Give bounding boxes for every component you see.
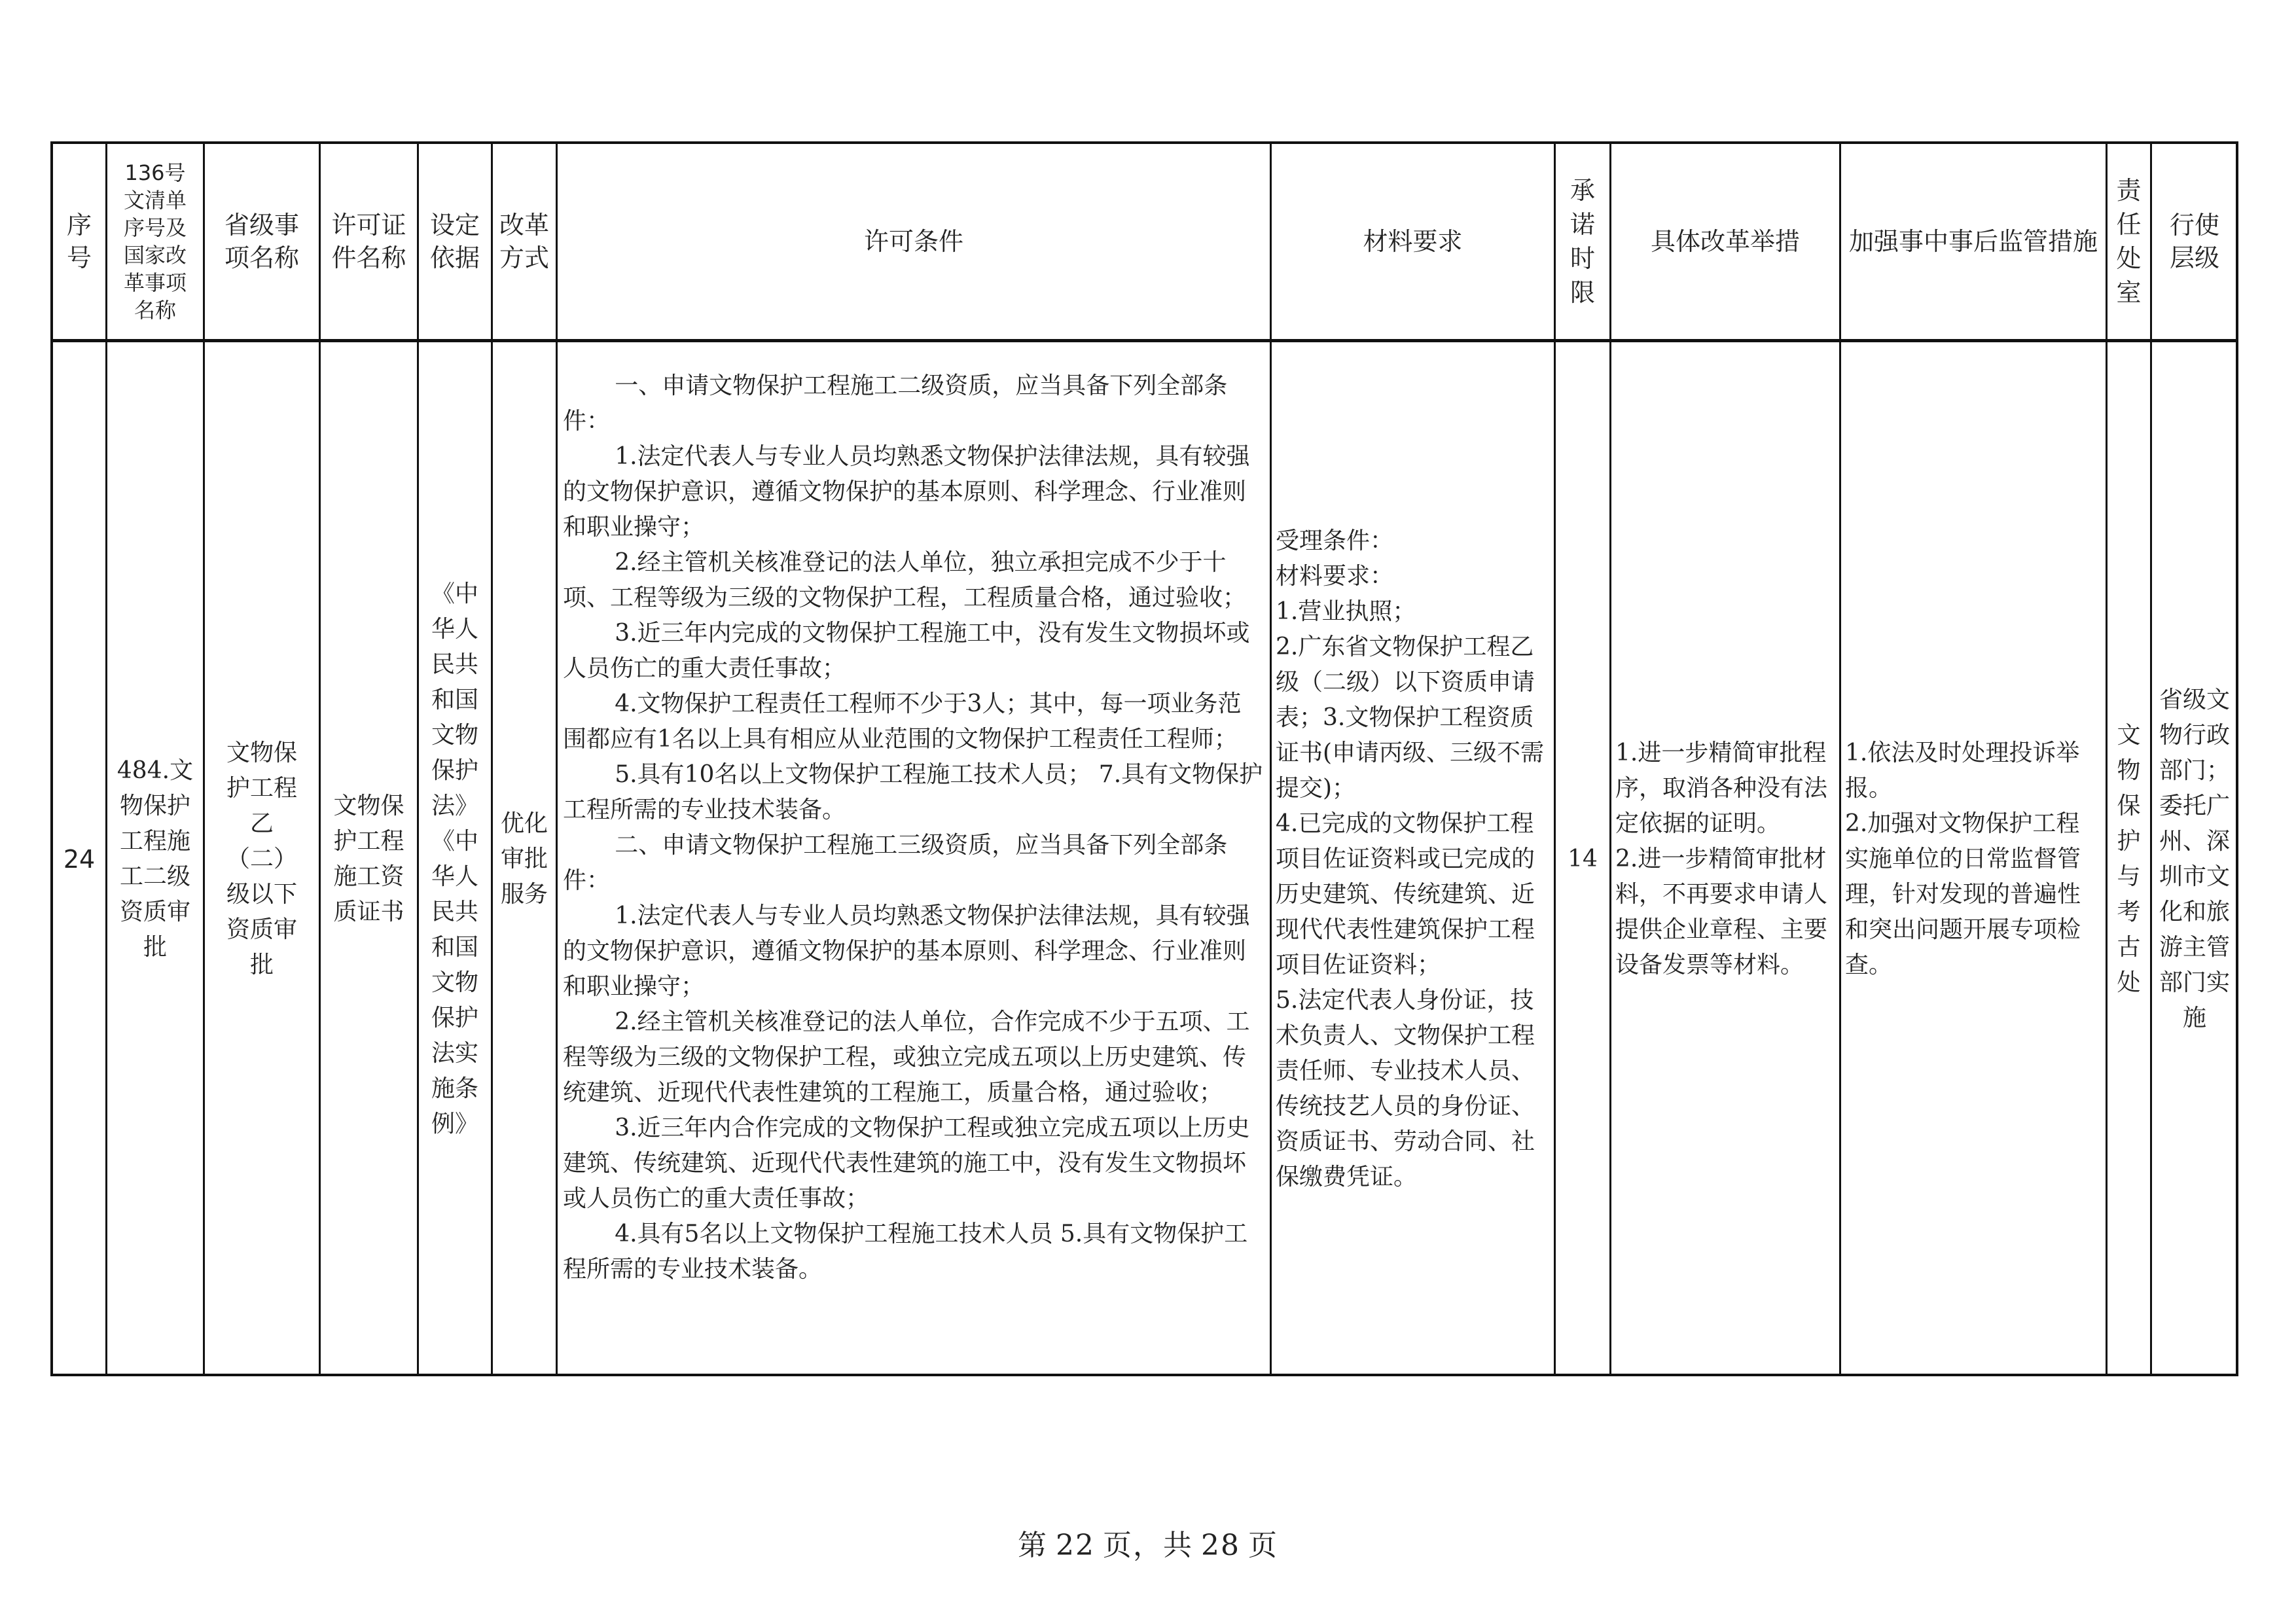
header-materials: 材料要求 — [1363, 227, 1463, 256]
condition-paragraph: 1.法定代表人与专业人员均熟悉文物保护法律法规，具有较强的文物保护意识，遵循文物保护的基本原则、科学理念、行业准则和职业操守； — [563, 902, 1250, 1000]
page-suffix: 页 — [1248, 1529, 1278, 1562]
header-province-item: 省级事项名称 — [224, 211, 300, 272]
material-line: 受理条件： — [1276, 527, 1394, 554]
condition-paragraph: 5.具有10名以上文物保护工程施工技术人员； 7.具有文物保护工程所需的专业技术装备。 — [563, 761, 1263, 823]
condition-paragraph: 2.经主管机关核准登记的法人单位，独立承担完成不少于十项、工程等级为三级的文物保护工程，工程质量合格，通过验收； — [563, 549, 1247, 611]
material-line: 2.广东省文物保护工程乙级（二级）以下资质申请表；3.文物保护工程资质证书(申请丙级、三级不需提交)； — [1276, 633, 1545, 802]
cell-basis: 《中华人民共和国文物保护法》《中华人民共和国文物保护法实施条例》 — [431, 580, 478, 1137]
cell-doc136: 484.文物保护工程施工二级资质审批 — [117, 757, 194, 961]
header-level: 行使层级 — [2169, 211, 2219, 272]
condition-paragraph: 4.具有5名以上文物保护工程施工技术人员 5.具有文物保护工程所需的专业技术装备。 — [563, 1221, 1248, 1283]
header-dept: 责任处室 — [2116, 176, 2142, 307]
cell-conditions — [558, 342, 1270, 1376]
page-prefix: 第 — [1018, 1529, 1048, 1562]
condition-paragraph: 4.文物保护工程责任工程师不少于3人；其中，每一项业务范围都应有1名以上具有相应从业范围的文物保护工程责任工程师； — [563, 690, 1242, 753]
page-number — [0, 1522, 2296, 1563]
cell-supervision — [1841, 342, 2106, 1376]
total-pages: 28 — [1201, 1529, 1240, 1562]
header-time-limit: 承诺时限 — [1570, 176, 1595, 307]
material-line: 4.已完成的文物保护工程项目佐证资料或已完成的历史建筑、传统建筑、近现代代表性建筑保护工程项目佐证资料； — [1276, 810, 1535, 978]
measure-item: 2.进一步精简审批材料，不再要求申请人提供企业章程、主要设备发票等材料。 — [1615, 846, 1828, 978]
page-mid: 页，共 — [1103, 1529, 1193, 1562]
material-line: 5.法定代表人身份证，技术负责人、文物保护工程责任师、专业技术人员、传统技艺人员的身份证、资质证书、劳动合同、社保缴费凭证。 — [1276, 987, 1535, 1190]
cell-reform-mode: 优化审批服务 — [500, 810, 548, 908]
header-measures: 具体改革举措 — [1650, 227, 1800, 256]
cell-dept: 文物保护与考古处 — [2117, 722, 2141, 996]
cell-province-item: 文物保护工程乙（二）级以下资质审批 — [226, 740, 297, 978]
header-supervision: 加强事中事后监管措施 — [1848, 227, 2098, 256]
cell-time-limit: 14 — [1568, 846, 1598, 872]
cell-measures — [1611, 342, 1839, 1376]
material-line: 材料要求： — [1276, 563, 1394, 590]
condition-paragraph: 3.近三年内合作完成的文物保护工程或独立完成五项以上历史建筑、传统建筑、近现代代表性建筑的施工中，没有发生文物损坏或人员伤亡的重大责任事故； — [563, 1115, 1250, 1212]
condition-paragraph: 3.近三年内完成的文物保护工程施工中，没有发生文物损坏或人员伤亡的重大责任事故； — [563, 620, 1250, 682]
condition-paragraph: 1.法定代表人与专业人员均熟悉文物保护法律法规，具有较强的文物保护意识，遵循文物保护的基本原则、科学理念、行业准则和职业操守； — [563, 443, 1250, 541]
supervision-item: 1.依法及时处理投诉举报。 — [1845, 740, 2080, 802]
material-line: 1.营业执照； — [1276, 598, 1416, 625]
header-reform-mode: 改革方式 — [499, 211, 549, 272]
cell-license-name: 文物保护工程施工资质证书 — [333, 793, 404, 925]
measure-item: 1.进一步精简审批程序，取消各种没有法定依据的证明。 — [1615, 740, 1828, 837]
approval-items-table — [50, 141, 2238, 1376]
condition-paragraph: 2.经主管机关核准登记的法人单位，合作完成不少于五项、工程等级为三级的文物保护工程，或独立完成五项以上历史建筑、传统建筑、近现代代表性建筑的工程施工，质量合格，通过验收； — [563, 1008, 1250, 1106]
header-conditions: 许可条件 — [863, 227, 963, 256]
cell-level: 省级文物行政部门；委托广州、深圳市文化和旅游主管部门实施 — [2159, 687, 2230, 1031]
current-page: 22 — [1056, 1529, 1095, 1562]
cell-materials — [1272, 342, 1554, 1376]
header-license-name: 许可证件名称 — [331, 211, 406, 272]
condition-paragraph: 二、申请文物保护工程施工三级资质，应当具备下列全部条件： — [563, 832, 1228, 894]
header-basis: 设定依据 — [429, 211, 480, 272]
header-doc136: 136号文清单序号及国家改革事项名称 — [123, 160, 187, 323]
cell-seq: 24 — [63, 845, 96, 874]
supervision-item: 2.加强对文物保护工程实施单位的日常监督管理，针对发现的普遍性和突出问题开展专项检查。 — [1845, 810, 2081, 978]
condition-paragraph: 一、申请文物保护工程施工二级资质，应当具备下列全部条件： — [563, 372, 1228, 435]
header-seq: 序号 — [66, 211, 92, 272]
